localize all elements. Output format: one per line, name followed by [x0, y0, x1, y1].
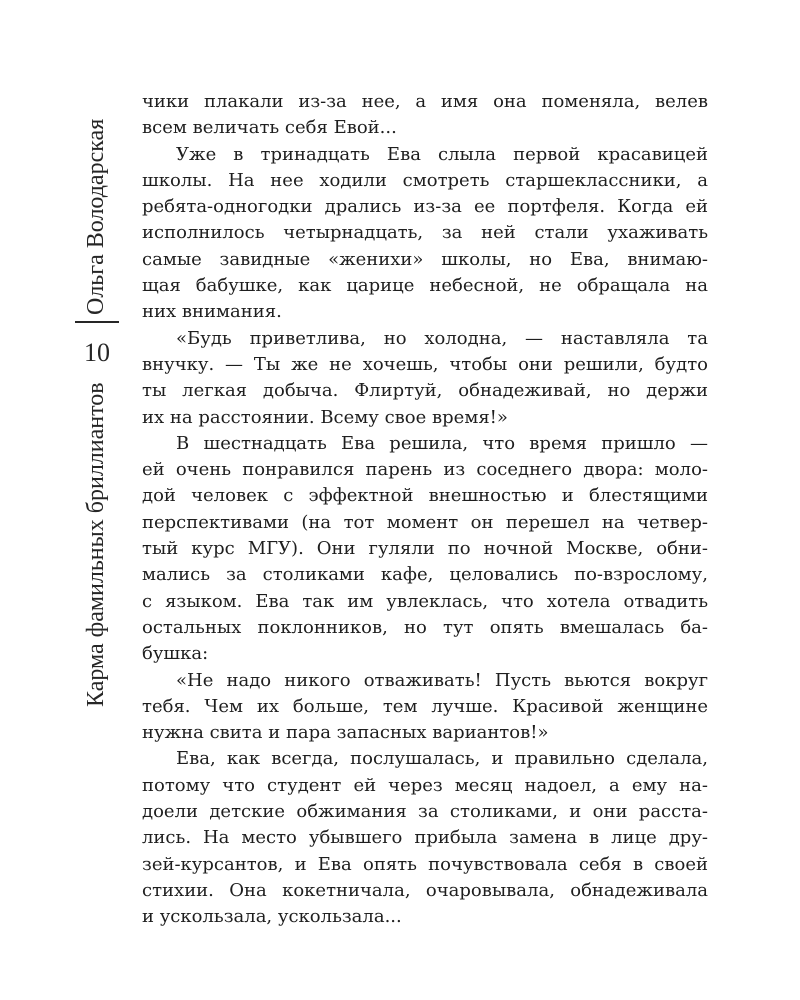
text-line: дой человек с эффектной внешностью и блестящими [142, 485, 708, 507]
text-line: ребята-одногодки дрались из-за ее портфеля. Когда ей [142, 196, 708, 218]
text-line: Уже в тринадцать Ева слыла первой красавицей [176, 143, 708, 165]
text-line: нужна свита и пара запасных вариантов!» [142, 722, 549, 744]
text-line: остальных поклонников, но тут опять вмешалась ба- [142, 616, 708, 638]
text-line: исполнилось четырнадцать, за ней стали ухаживать [142, 222, 708, 244]
text-line: Ева, как всегда, послушалась, и правильно сделала, [176, 748, 708, 770]
page-number: 10 [84, 338, 110, 367]
running-header-author: Ольга Володарская [83, 118, 109, 315]
text-line: чики плакали из-за нее, а имя она поменяла, велев [142, 91, 708, 112]
text-line: мались за столиками кафе, целовались по-взрослому, [142, 564, 708, 586]
text-line: лись. На место убывшего прибыла замена в лице дру- [142, 827, 708, 849]
body-text [142, 89, 708, 931]
text-line: тебя. Чем их больше, тем лучше. Красивой женщине [142, 695, 708, 717]
text-line: потому что студент ей через месяц надоел, а ему на- [142, 774, 708, 796]
header-divider [75, 321, 119, 323]
text-line: бушка: [142, 643, 209, 665]
text-line: В шестнадцать Ева решила, что время пришло — [176, 432, 708, 454]
text-line: школы. На нее ходили смотреть старшеклассники, а [142, 169, 708, 191]
text-line: их на расстоянии. Всему свое время!» [142, 406, 508, 428]
text-line: с языком. Ева так им увлеклась, что хотела отвадить [142, 590, 708, 612]
text-line: ей очень понравился парень из соседнего двора: моло- [142, 459, 708, 481]
text-line: «Не надо никого отваживать! Пусть вьются вокруг [176, 669, 708, 691]
text-line: «Будь приветлива, но холодна, — наставляла та [176, 327, 708, 349]
text-line: них внимания. [142, 301, 282, 323]
text-line: зей-курсантов, и Ева опять почувствовала себя в своей [142, 853, 708, 875]
running-header-book-title: Карма фамильных бриллиантов [83, 382, 109, 707]
text-line: самые завидные «женихи» школы, но Ева, внимаю- [142, 248, 708, 270]
text-line: ты легкая добыча. Флиртуй, обнадеживай, но держи [142, 380, 708, 402]
text-line: щая бабушке, как царице небесной, не обращала на [142, 275, 708, 297]
text-line: доели детские обжимания за столиками, и они расста- [142, 801, 708, 823]
text-line: и ускользала, ускользала... [142, 906, 402, 928]
text-line: внучку. — Ты же не хочешь, чтобы они решили, будто [142, 353, 708, 375]
text-line: стихии. Она кокетничала, очаровывала, обнадеживала [142, 879, 708, 901]
running-header [72, 118, 122, 707]
text-line: всем величать себя Евой... [142, 117, 397, 139]
text-line: перспективами (на тот момент он перешел на четвер- [142, 511, 708, 533]
text-line: тый курс МГУ). Они гуляли по ночной Москве, обни- [142, 538, 708, 560]
